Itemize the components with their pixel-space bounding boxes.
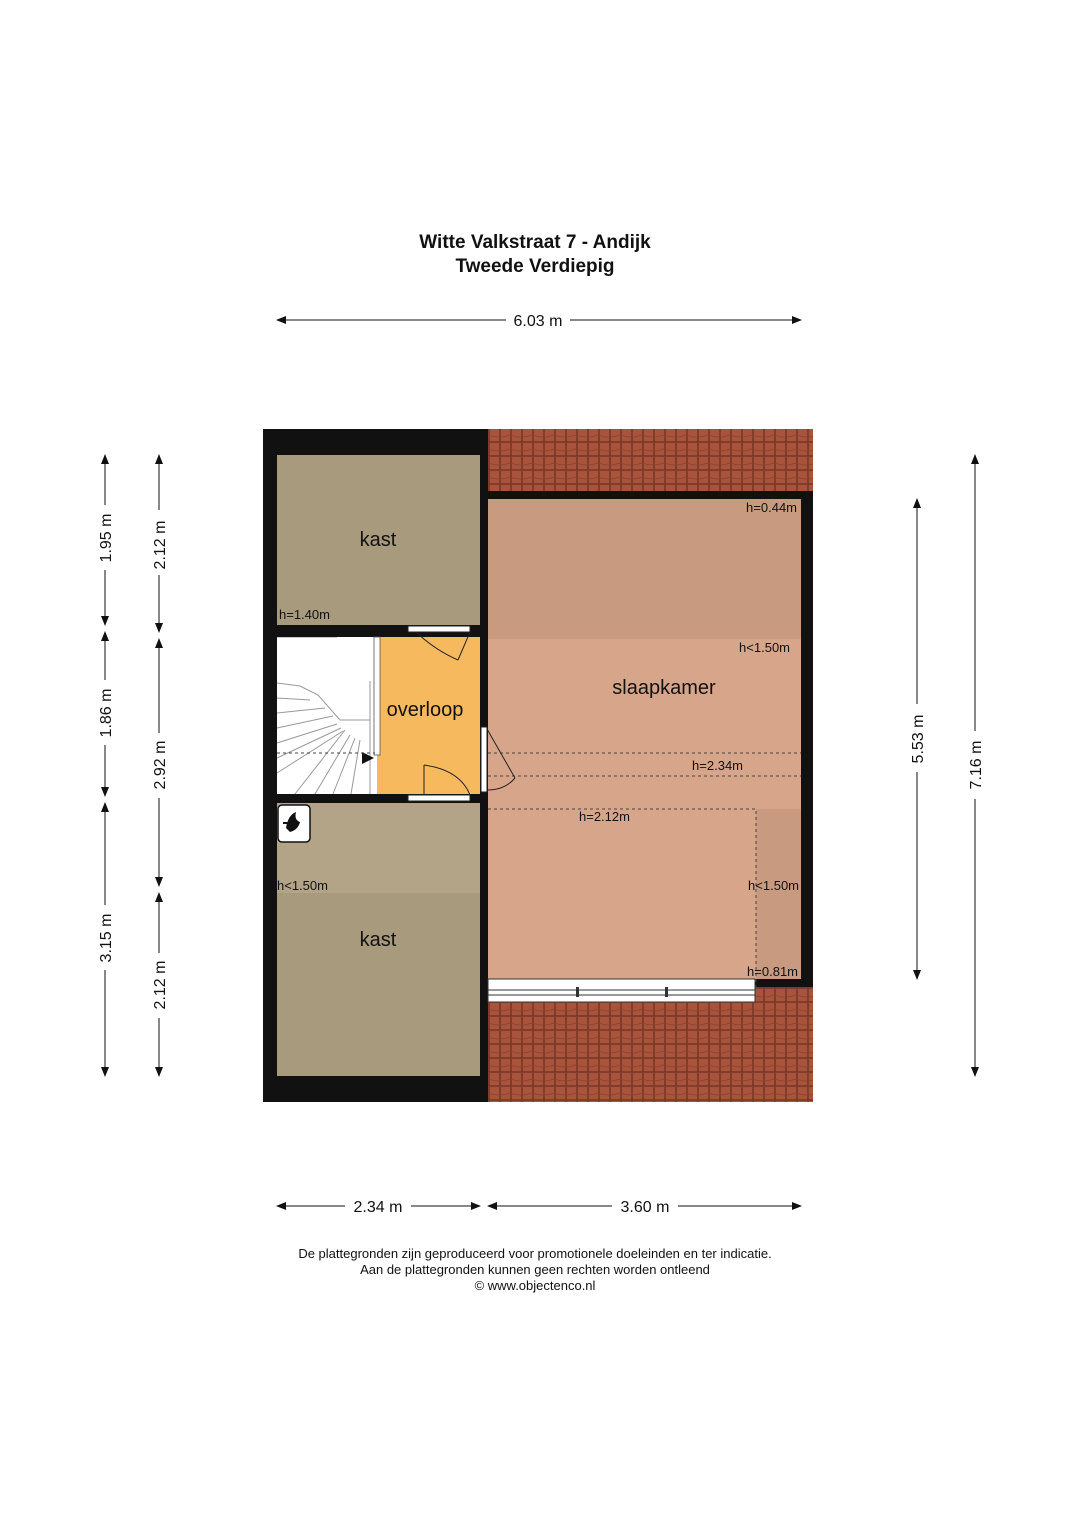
overloop-label: overloop <box>386 699 464 721</box>
slaapkamer-low-strip <box>488 499 801 639</box>
kast-bottom-room <box>277 893 480 1076</box>
dim-left-inner-2: 2.92 m <box>152 740 169 790</box>
plan-title: Witte Valkstraat 7 - Andijk <box>419 232 651 253</box>
dim-bottom-right-label: 3.60 m <box>620 1199 670 1216</box>
disclaimer-line-1: De plattegronden zijn geproduceerd voor promotionele doeleinden en ter indicatie. <box>298 1246 772 1261</box>
disclaimer-line-2: Aan de plattegronden kunnen geen rechten worden ontleend <box>360 1262 710 1277</box>
dim-bottom-left-label: 2.34 m <box>353 1199 403 1216</box>
height-slaap-bottom: h=0.81m <box>747 964 798 979</box>
dim-left-outer-1: 1.95 m <box>98 513 115 563</box>
dormer-window <box>488 979 755 1002</box>
roof-tiles-bottom <box>488 987 813 1102</box>
height-slaap-top: h=0.44m <box>746 500 797 515</box>
stair-wall-left-top <box>337 637 377 681</box>
overloop-railing <box>374 637 380 755</box>
height-slaap-limit-top: h<1.50m <box>739 640 790 655</box>
dim-left-outer-3: 3.15 m <box>98 913 115 963</box>
height-slaap-mid: h=2.34m <box>692 758 743 773</box>
dim-left-outer-2: 1.86 m <box>98 688 115 738</box>
slaapkamer-right-low <box>756 809 801 979</box>
height-kast-top: h=1.40m <box>279 607 330 622</box>
dim-top-label: 6.03 m <box>513 313 563 330</box>
floor-title: Tweede Verdiepig <box>455 256 615 277</box>
kast-top-label: kast <box>359 529 397 551</box>
dim-left-inner-3: 2.12 m <box>152 960 169 1010</box>
dim-right-outer-label: 7.16 m <box>968 740 985 790</box>
slaapkamer-label: slaapkamer <box>612 677 716 699</box>
height-kast-bottom: h<1.50m <box>277 878 328 893</box>
roof-tiles-top <box>488 429 813 495</box>
height-slaap-limit-right: h<1.50m <box>748 878 799 893</box>
copyright-line: © www.objectenco.nl <box>474 1278 596 1293</box>
kast-bottom-label: kast <box>359 929 397 951</box>
height-slaap-dormer: h=2.12m <box>579 809 630 824</box>
flame-icon <box>278 805 310 842</box>
dim-right-inner-label: 5.53 m <box>910 714 927 764</box>
dim-left-inner-1: 2.12 m <box>152 520 169 570</box>
